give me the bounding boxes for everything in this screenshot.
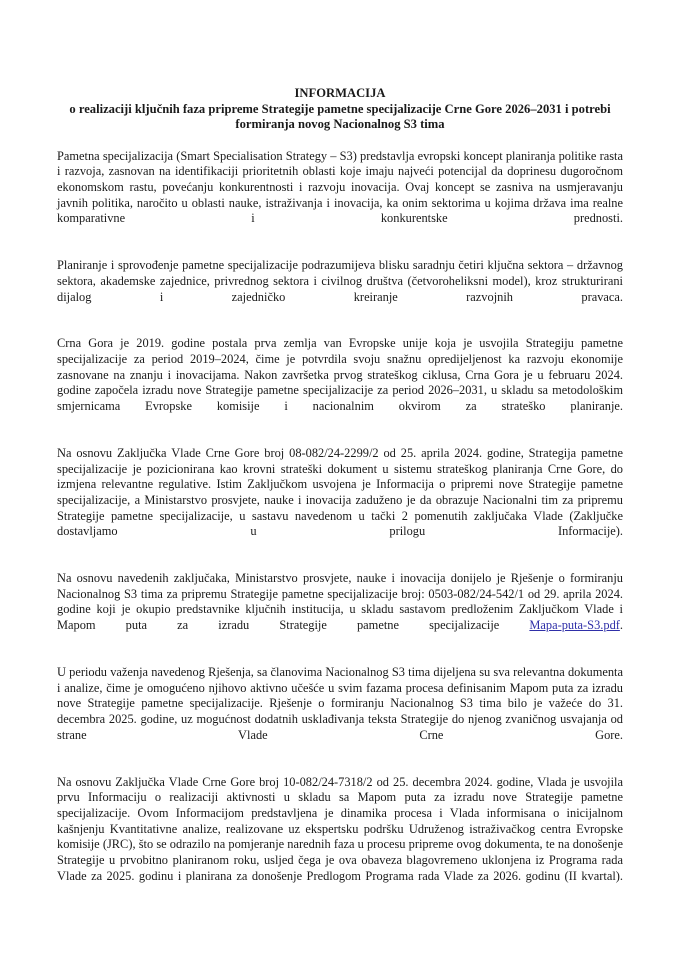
- document-subtitle-line-2: potrebi formiranja novog Nacionalnog S3 tima: [235, 101, 611, 132]
- paragraph-6: U periodu važenja navedenog Rješenja, sa članovima Nacionalnog S3 tima dijeljena su sva relevantna dokumenta i analize, čime je omogućeno njihovo aktivno učešće u svim fazama procesa definisanim Mapom puta za izradu nove Strategije pametne specijalizacije. Rješenje o formiranju Nacionalnog S3 tima bilo je važeće do 31. decembra 2025. godine, uz mogućnost dodatnih usklađivanja teksta Strategije do njenog zvaničnog usvajanja od strane Vlade Crne Gore.: [57, 665, 623, 742]
- document-content: [57, 86, 623, 900]
- paragraph-5-text-after-link: .: [619, 618, 623, 633]
- document-title: [57, 86, 623, 102]
- paragraph-5-text-before-link: Na osnovu navedenih zaključaka, Ministarstvo prosvjete, nauke i inovacija donijelo je Rješenje o formiranju Nacionalnog S3 tima za pripremu Strategije pametne specijalizacije broj: 0503-082/24-542/1 od 29. aprila 2024. godine koji je okupio predstavnike ključnih institucija, u skladu sastavom predloženim Zaključkom Vlade i Mapom puta za izradu Strategije pametne specijalizacije: [57, 571, 623, 633]
- document-subtitle-line-1: o realizaciji ključnih faza pripreme Strategije pametne specijalizacije Crne Gore 2026–2031 i: [69, 101, 569, 116]
- paragraph-3: Crna Gora je 2019. godine postala prva zemlja van Evropske unije koja je usvojila Strategiju pametne specijalizacije za period 2019–2024, čime je potvrdila svoju snažnu opredijeljenost ka razvoju ekonomije zasnovane na znanju i inovacijama. Nakon završetka prvog strateškog ciklusa, Crna Gora je u februaru 2024. godine započela izradu nove Strategije pametne specijalizacije za period 2026–2031, u skladu sa metodološkim smjernicama Evropske komisije i nacionalnim okvirom za strateško planiranje.: [57, 336, 623, 414]
- document-body: [57, 149, 623, 900]
- paragraph-2: Planiranje i sprovođenje pametne specijalizacije podrazumijeva blisku saradnju četiri ključna sektora – državnog sektora, akademske zajednice, privrednog sektora i civilnog društva (četvoroheliksni model), kroz strukturirani dijalog i zajedničko kreiranje razvojnih pravaca.: [57, 258, 623, 304]
- paragraph-4: Na osnovu Zaključka Vlade Crne Gore broj 08-082/24-2299/2 od 25. aprila 2024. godine, Strategija pametne specijalizacije je pozicionirana kao krovni strateški dokument u sistemu strateškog planiranja Crne Gore, do izmjena relevantne regulative. Istim Zaključkom usvojena je Informacija o pripremi nove Strategije pametne specijalizacije, a Ministarstvo prosvjete, nauke i inovacija zaduženo je da obrazuje Nacionalni tim za pripremu Strategije pametne specijalizacije, u sastavu navedenom u tački 2 pomenutih zaključaka Vlade (Zaključke dostavljamo u prilogu Informacije).: [57, 445, 623, 539]
- mapa-puta-s3-pdf-link[interactable]: Mapa-puta-S3.pdf: [529, 618, 620, 633]
- document-title-line: INFORMACIJA: [294, 86, 386, 100]
- paragraph-5: [57, 571, 623, 649]
- paragraph-7: Na osnovu Zaključka Vlade Crne Gore broj 10-082/24-7318/2 od 25. decembra 2024. godine, Vlada je usvojila prvu Informaciju o realizaciji aktivnosti u skladu sa Mapom puta za izradu nove Strategije pametne specijalizacije. Ovom Informacijom predstavljena je dinamika procesa i Vlada informisana o inicijalnom kašnjenju Kvantitativne analize, realizovane uz ekspertsku podršku Udruženog istraživačkog centra Evropske komisije (JRC), što se odrazilo na pomjeranje narednih faza u procesu pripreme ovog dokumenta, te na donošenje Strategije u prvobitno planiranom roku, usljed čega je ova obaveza blagovremeno uklonjena iz Programa rada Vlade za 2025. godinu i planirana za donošenje Predlogom Programa rada Vlade za 2026. godinu (II kvartal).: [57, 774, 623, 883]
- document-subtitle: [57, 102, 623, 133]
- paragraph-1: Pametna specijalizacija (Smart Specialisation Strategy – S3) predstavlja evropski koncept planiranja politike rasta i razvoja, zasnovan na identifikaciji prioritetnih oblasti koje imaju najveći potencijal da doprinesu dugoročnom ekonomskom rastu, povećanju konkurentnosti i razvoju inovacija. Ovaj koncept se zasniva na usmjeravanju javnih politika, naročito u oblasti nauke, istraživanja i inovacija, ka onim sektorima u kojima država ima realne komparativne i konkurentske prednosti.: [57, 148, 623, 226]
